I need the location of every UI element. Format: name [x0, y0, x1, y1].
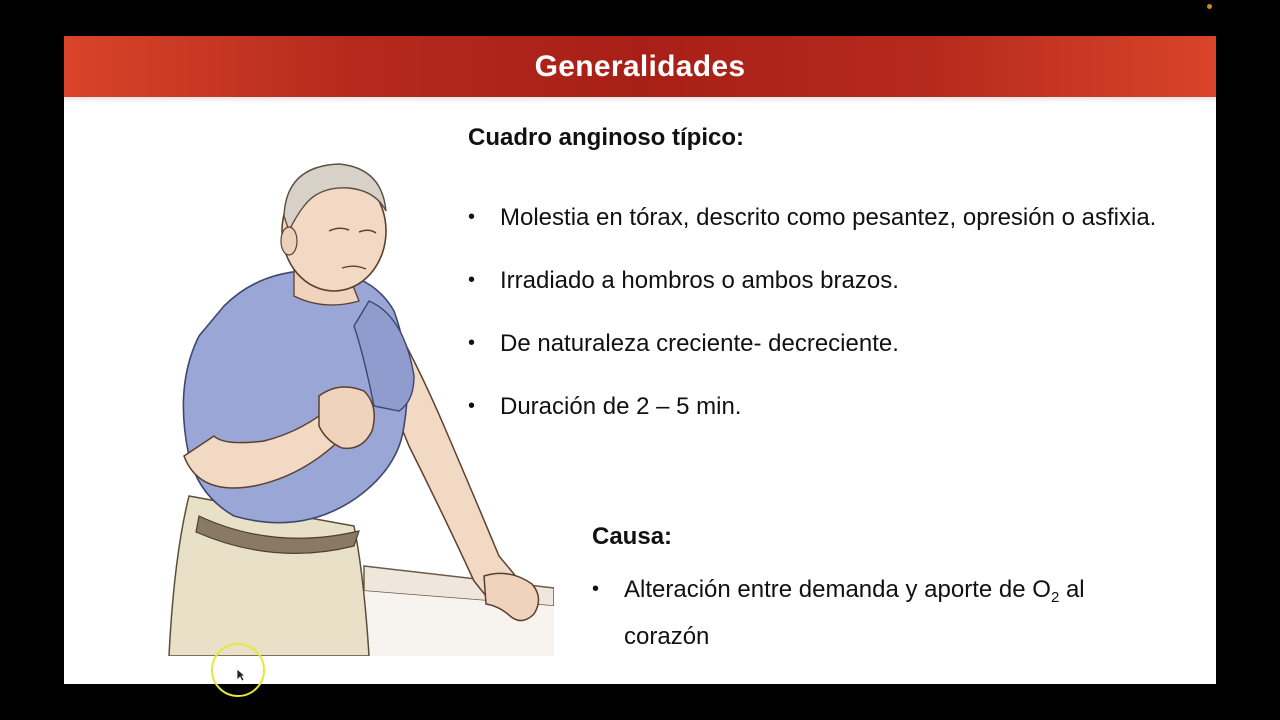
mouse-pointer-icon: [236, 668, 246, 682]
list-item: [592, 566, 1172, 660]
bullet-icon: •: [468, 206, 476, 228]
list-item-text: Molestia en tórax, descrito como pesantez, opresión o asfixia.: [500, 204, 1157, 231]
list-item: [468, 249, 1168, 312]
title-bar: [64, 36, 1216, 97]
list-item: [468, 312, 1168, 375]
cause-heading: Causa:: [592, 523, 673, 550]
corner-dot: [1207, 4, 1212, 9]
list-item-text: Duración de 2 – 5 min.: [500, 393, 742, 420]
cause-subscript: 2: [1050, 589, 1060, 606]
list-item-text: Irradiado a hombros o ambos brazos.: [500, 267, 899, 294]
title-shadow: [64, 97, 1216, 103]
bullet-icon: •: [468, 332, 476, 354]
bullet-icon: •: [592, 578, 600, 600]
slide-title: Generalidades: [534, 49, 746, 83]
symptom-list: [468, 186, 1168, 438]
list-item: [468, 375, 1168, 438]
slide: [64, 36, 1216, 684]
bullet-icon: •: [468, 395, 476, 417]
list-item-text: De naturaleza creciente- decreciente.: [500, 330, 899, 357]
list-item: [468, 186, 1168, 249]
section-heading: Cuadro anginoso típico:: [468, 124, 744, 151]
cause-list: [592, 566, 1172, 660]
cause-text-before: Alteración entre demanda y aporte de O: [624, 576, 1051, 603]
cause-text-after: al corazón: [624, 576, 1085, 650]
bullet-icon: •: [468, 269, 476, 291]
